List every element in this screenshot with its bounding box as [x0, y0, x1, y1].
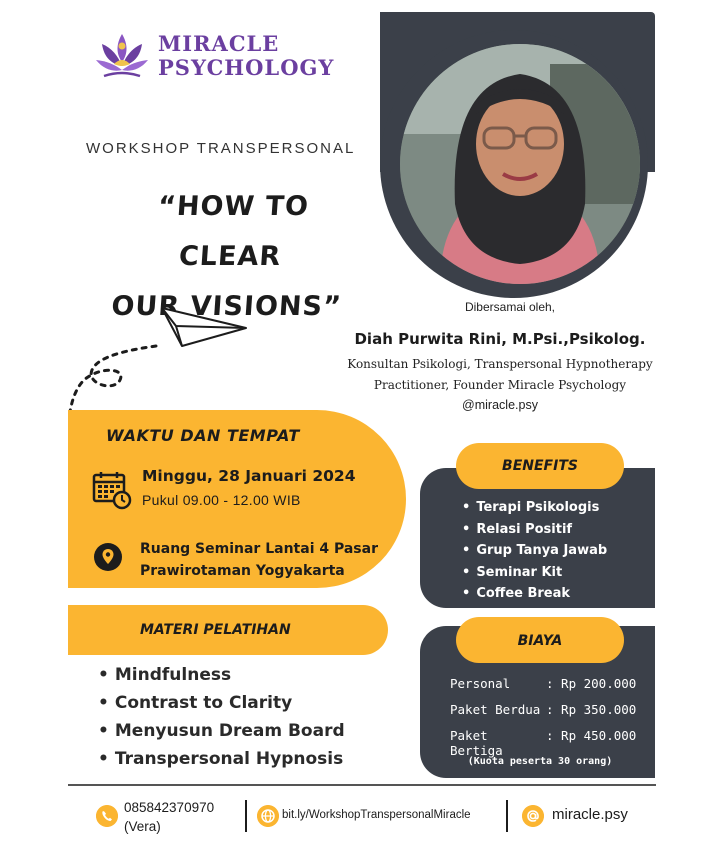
- event-place: [140, 538, 400, 582]
- globe-icon: [257, 805, 279, 827]
- host-role: [345, 354, 655, 396]
- event-subtitle: WORKSHOP TRANSPERSONAL: [86, 140, 356, 157]
- list-item: • Transpersonal Hypnosis: [98, 745, 345, 773]
- host-photo: [400, 44, 640, 284]
- instagram-handle[interactable]: miracle.psy: [552, 806, 628, 823]
- price-label: Personal: [450, 676, 511, 691]
- price-value: : Rp 350.000: [546, 702, 637, 717]
- event-time: Pukul 09.00 - 12.00 WIB: [142, 492, 301, 508]
- paper-plane-icon: [58, 300, 258, 420]
- schedule-heading: WAKTU DAN TEMPAT: [106, 426, 300, 445]
- footer-divider: [68, 784, 656, 786]
- price-value: : Rp 450.000: [546, 728, 637, 743]
- price-row: [450, 728, 636, 758]
- event-date: Minggu, 28 Januari 2024: [142, 467, 356, 485]
- benefits-list: [462, 497, 607, 605]
- list-item: • Menyusun Dream Board: [98, 717, 345, 745]
- footer-separator: [245, 800, 247, 832]
- lotus-meditation-icon: [94, 30, 150, 82]
- event-title-line2: OUR VISIONS”: [110, 291, 343, 322]
- at-sign-icon: [522, 805, 544, 827]
- registration-link[interactable]: bit.ly/WorkshopTranspersonalMiracle: [282, 809, 471, 821]
- price-label: Paket Berdua: [450, 702, 541, 717]
- brand-name-line2: PSYCHOLOGY: [158, 55, 335, 80]
- price-row: [450, 676, 636, 691]
- materi-list: [98, 661, 345, 773]
- event-place-line1: Ruang Seminar Lantai 4 Pasar: [140, 541, 378, 557]
- list-item: • Contrast to Clarity: [98, 689, 345, 717]
- contact-phone[interactable]: [124, 798, 214, 836]
- phone-number[interactable]: 085842370970: [124, 800, 215, 815]
- list-item: • Coffee Break: [462, 583, 607, 605]
- host-portrait-image: [400, 44, 640, 284]
- brand-logo: [94, 30, 334, 82]
- price-label: Paket Bertiga: [450, 728, 503, 758]
- benefits-heading: BENEFITS: [502, 458, 578, 474]
- list-item: • Grup Tanya Jawab: [462, 540, 607, 562]
- event-title-line1: “HOW TO CLEAR: [157, 191, 311, 272]
- list-item: • Relasi Positif: [462, 519, 607, 541]
- host-role-line1: Konsultan Psikologi, Transpersonal Hypnotherapy: [347, 357, 653, 371]
- pricing-heading: BIAYA: [517, 633, 563, 649]
- list-item: • Seminar Kit: [462, 562, 607, 584]
- materi-heading: MATERI PELATIHAN: [140, 622, 291, 638]
- list-item: • Mindfulness: [98, 661, 345, 689]
- phone-icon: [96, 805, 118, 827]
- brand-name-line1: MIRACLE: [158, 31, 280, 56]
- footer-separator: [506, 800, 508, 832]
- quota-note: (Kuota peserta 30 orang): [467, 756, 613, 767]
- calendar-clock-icon: [92, 470, 132, 510]
- phone-contact-name: (Vera): [124, 819, 161, 834]
- brand-name: [158, 32, 334, 80]
- host-handle: @miracle.psy: [462, 398, 538, 412]
- host-name: Diah Purwita Rini, M.Psi.,Psikolog.: [354, 330, 646, 348]
- location-pin-icon: [94, 543, 122, 571]
- list-item: • Terapi Psikologis: [462, 497, 607, 519]
- host-role-line2: Practitioner, Founder Miracle Psychology: [373, 378, 627, 392]
- host-intro: Dibersamai oleh,: [464, 300, 556, 314]
- event-place-line2: Prawirotaman Yogyakarta: [140, 563, 345, 579]
- price-row: [450, 702, 636, 717]
- price-value: : Rp 200.000: [546, 676, 637, 691]
